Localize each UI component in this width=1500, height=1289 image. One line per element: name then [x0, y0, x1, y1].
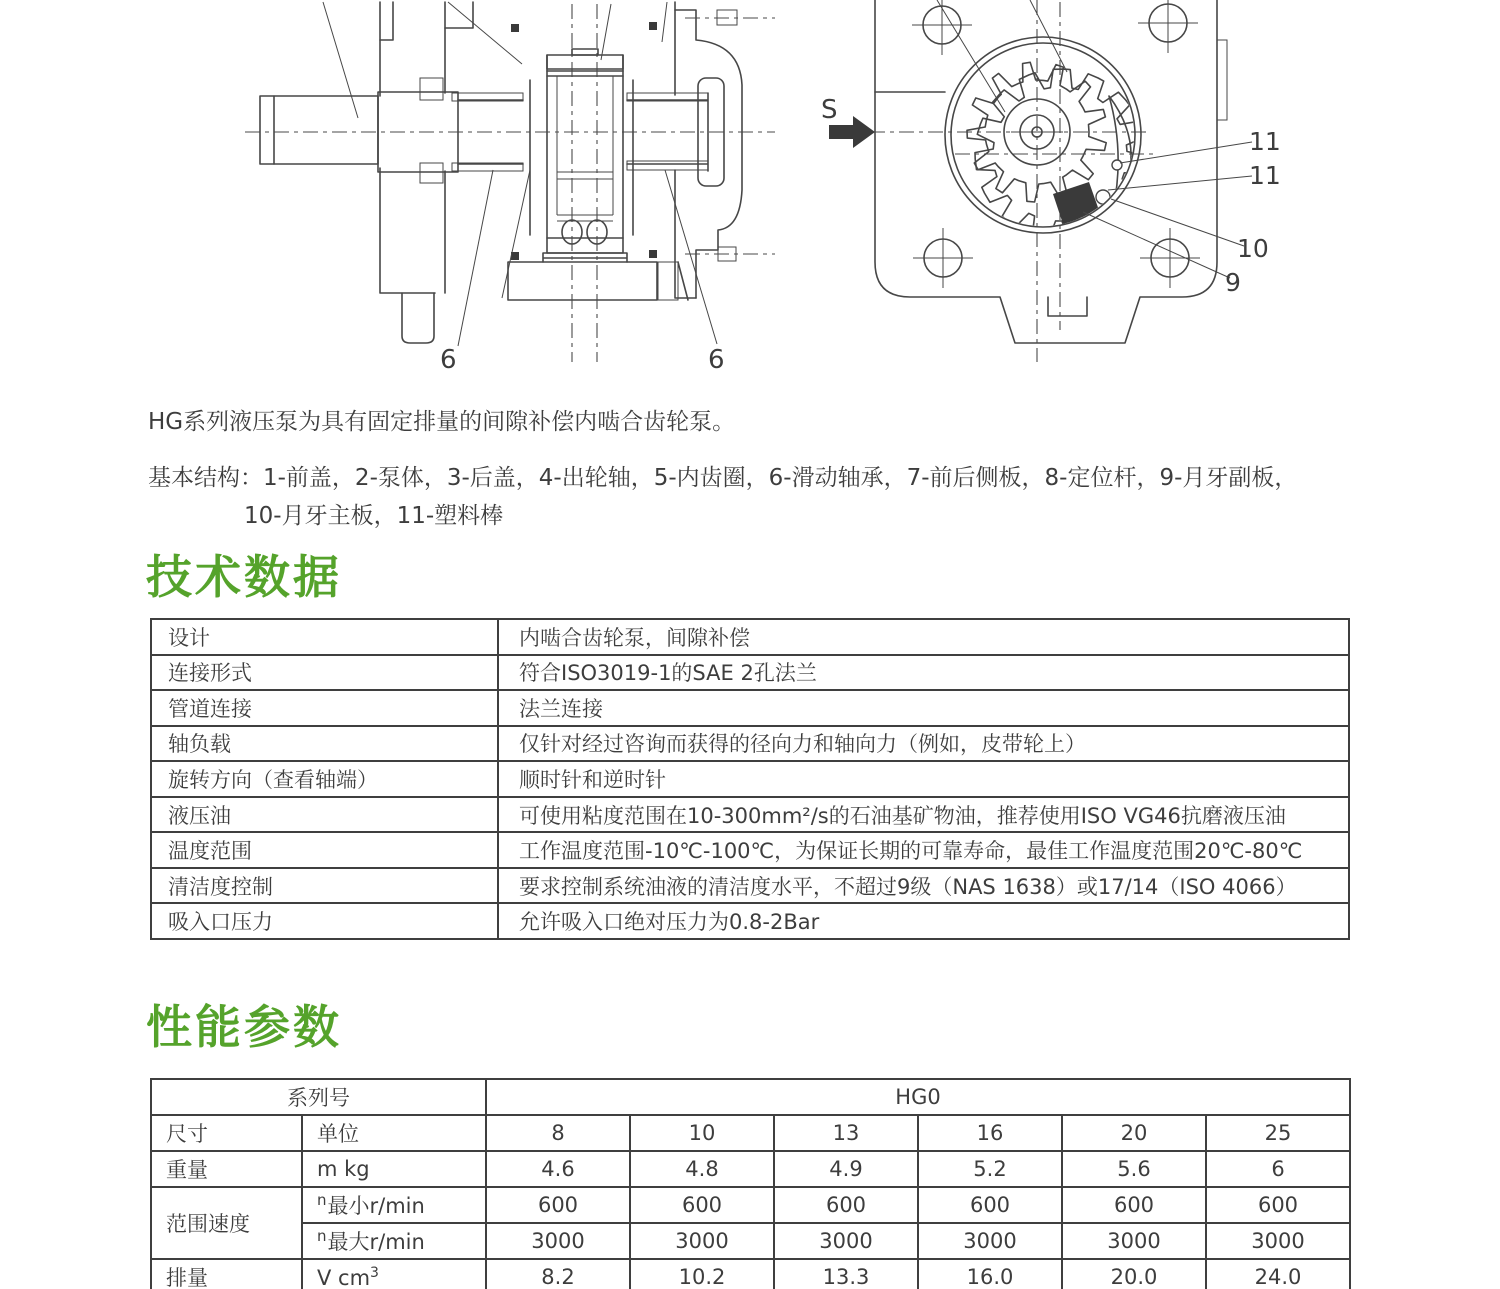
pump-bore	[945, 37, 1141, 233]
speed-max-value: 3000	[1206, 1223, 1350, 1259]
tech-data-title: 技术数据	[146, 550, 342, 604]
table-row	[151, 690, 1349, 726]
o-rings	[511, 22, 657, 260]
speed-min-value: 600	[486, 1187, 630, 1223]
tech-row-value: 法兰连接	[498, 690, 1349, 726]
table-row	[151, 1151, 1350, 1187]
tech-row-value: 仅针对经过咨询而获得的径向力和轴向力（例如，皮带轮上）	[498, 726, 1349, 762]
table-row	[151, 868, 1349, 904]
weight-value: 6	[1206, 1151, 1350, 1187]
front-leader-stubs	[937, 0, 1067, 112]
performance-table	[150, 1078, 1351, 1289]
speed-min-unit	[302, 1187, 486, 1223]
pump-front-drawing	[815, 0, 1295, 370]
label-11-a: 11	[1249, 127, 1281, 156]
tech-row-value: 要求控制系统油液的清洁度水平，不超过9级（NAS 1638）或17/14（ISO 4066）	[498, 868, 1349, 904]
bearing-callouts	[440, 170, 725, 370]
weight-value: 4.9	[774, 1151, 918, 1187]
crescent-plate	[1109, 96, 1131, 210]
plastic-pin-b	[1096, 190, 1110, 204]
tech-data-table	[150, 618, 1350, 940]
size-value: 10	[630, 1115, 774, 1151]
table-row	[151, 726, 1349, 762]
speed-max-value: 3000	[774, 1223, 918, 1259]
speed-max-value: 3000	[918, 1223, 1062, 1259]
speed-min-value: 600	[774, 1187, 918, 1223]
speed-max-unit	[302, 1223, 486, 1259]
performance-title: 性能参数	[146, 1000, 342, 1054]
label-11-b: 11	[1249, 161, 1281, 190]
weight-value: 5.6	[1062, 1151, 1206, 1187]
displacement-value: 13.3	[774, 1259, 918, 1289]
label-6-right: 6	[708, 345, 725, 370]
table-row	[151, 903, 1349, 939]
size-value: 16	[918, 1115, 1062, 1151]
size-label: 尺寸	[151, 1115, 302, 1151]
displacement-value: 20.0	[1062, 1259, 1206, 1289]
table-row	[151, 1223, 1350, 1259]
table-row	[151, 619, 1349, 655]
pump-section-drawing	[230, 0, 790, 370]
size-value: 8	[486, 1115, 630, 1151]
table-row	[151, 1187, 1350, 1223]
displacement-value: 16.0	[918, 1259, 1062, 1289]
displacement-label: 排量	[151, 1259, 302, 1289]
weight-value: 4.6	[486, 1151, 630, 1187]
series-label: 系列号	[151, 1079, 486, 1115]
structure-paragraph	[148, 459, 1297, 535]
gear-stack	[508, 49, 688, 300]
label-9: 9	[1225, 268, 1241, 297]
shaft-seal	[420, 78, 443, 183]
size-value: 20	[1062, 1115, 1206, 1151]
size-value: 13	[774, 1115, 918, 1151]
table-row	[151, 655, 1349, 691]
series-value: HG0	[486, 1079, 1350, 1115]
table-row	[151, 1079, 1350, 1115]
speed-max-unit-text: 最大r/min	[327, 1230, 425, 1254]
speed-min-value: 600	[918, 1187, 1062, 1223]
inlet-label: S	[821, 95, 838, 125]
inlet-arrow	[821, 95, 875, 148]
speed-min-unit-text: 最小r/min	[327, 1194, 425, 1218]
weight-label: 重量	[151, 1151, 302, 1187]
tech-row-label: 温度范围	[151, 832, 498, 868]
table-row	[151, 797, 1349, 833]
label-6-left: 6	[440, 345, 457, 370]
tech-row-label: 旋转方向（查看轴端）	[151, 761, 498, 797]
displacement-value: 8.2	[486, 1259, 630, 1289]
speed-max-prefix: n	[317, 1227, 327, 1245]
tech-row-label: 管道连接	[151, 690, 498, 726]
tech-row-label: 轴负载	[151, 726, 498, 762]
speed-min-value: 600	[1206, 1187, 1350, 1223]
displacement-value: 10.2	[630, 1259, 774, 1289]
structure-line-2: 10-月牙主板，11-塑料棒	[244, 503, 504, 529]
speed-max-value: 3000	[1062, 1223, 1206, 1259]
weight-value: 5.2	[918, 1151, 1062, 1187]
tech-row-label: 清洁度控制	[151, 868, 498, 904]
plastic-pin-a	[1112, 160, 1122, 170]
speed-min-value: 600	[1062, 1187, 1206, 1223]
speed-range-label: 范围速度	[151, 1187, 302, 1259]
tech-row-label: 吸入口压力	[151, 903, 498, 939]
unit-label: 单位	[302, 1115, 486, 1151]
intro-line: HG系列液压泵为具有固定排量的间隙补偿内啮合齿轮泵。	[148, 409, 736, 435]
tech-row-value: 允许吸入口绝对压力为0.8-2Bar	[498, 903, 1349, 939]
tech-row-label: 液压油	[151, 797, 498, 833]
tech-row-value: 内啮合齿轮泵，间隙补偿	[498, 619, 1349, 655]
table-row	[151, 1115, 1350, 1151]
displacement-value: 24.0	[1206, 1259, 1350, 1289]
weight-unit: m kg	[302, 1151, 486, 1187]
speed-max-value: 3000	[486, 1223, 630, 1259]
front-callouts	[1083, 127, 1281, 297]
table-row	[151, 1259, 1350, 1289]
size-value: 25	[1206, 1115, 1350, 1151]
tech-row-value: 顺时针和逆时针	[498, 761, 1349, 797]
label-10: 10	[1237, 234, 1269, 263]
displacement-unit-sup: 3	[370, 1264, 379, 1281]
tech-row-value: 符合ISO3019-1的SAE 2孔法兰	[498, 655, 1349, 691]
tech-row-label: 设计	[151, 619, 498, 655]
displacement-unit	[302, 1259, 486, 1289]
tech-row-value: 工作温度范围-10℃-100℃，为保证长期的可靠寿命，最佳工作温度范围20℃-80℃	[498, 832, 1349, 868]
speed-max-value: 3000	[630, 1223, 774, 1259]
front-housing	[875, 0, 1227, 343]
table-row	[151, 761, 1349, 797]
speed-min-prefix: n	[317, 1191, 327, 1209]
section-centerlines	[245, 4, 775, 362]
speed-min-value: 600	[630, 1187, 774, 1223]
structure-line-1: 基本结构：1-前盖，2-泵体，3-后盖，4-出轮轴，5-内齿圈，6-滑动轴承，7-前后侧板，8-定位杆，9-月牙副板，	[148, 465, 1298, 491]
displacement-unit-text: V cm	[317, 1265, 371, 1289]
weight-value: 4.8	[630, 1151, 774, 1187]
table-row	[151, 832, 1349, 868]
tech-row-value: 可使用粘度范围在10-300mm²/s的石油基矿物油，推荐使用ISO VG46抗磨液压油	[498, 797, 1349, 833]
drive-shaft	[260, 80, 708, 235]
tech-row-label: 连接形式	[151, 655, 498, 691]
